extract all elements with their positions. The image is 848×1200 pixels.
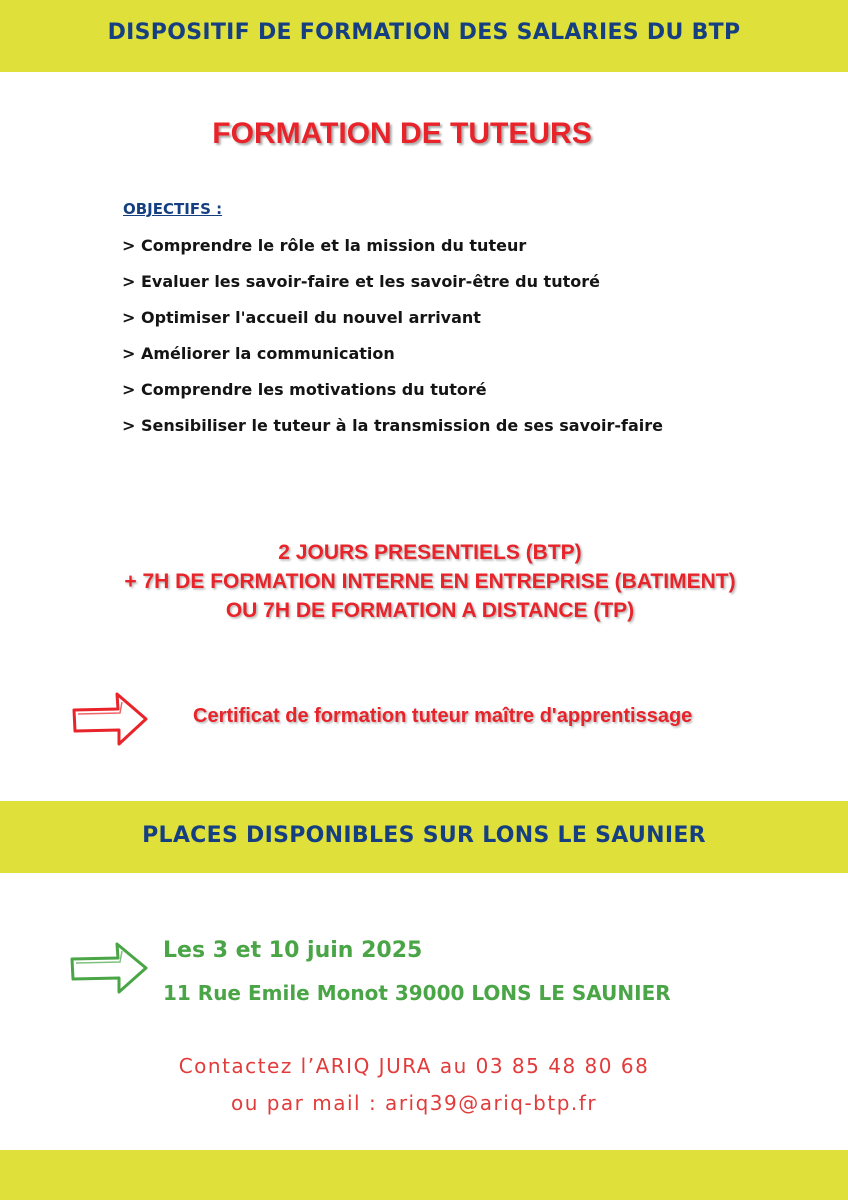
session-address: 11 Rue Emile Monot 39000 LONS LE SAUNIER: [163, 981, 671, 1005]
footer-banner: [0, 1150, 848, 1200]
duration-block: [0, 538, 848, 625]
header-banner-text: DISPOSITIF DE FORMATION DES SALARIES DU BTP: [107, 20, 741, 45]
page-title: FORMATION DE TUTEURS: [212, 117, 592, 150]
objective-item: > Evaluer les savoir-faire et les savoir-être du tutoré: [122, 272, 600, 291]
duration-line: 2 JOURS PRESENTIELS (BTP): [278, 541, 582, 564]
header-banner: [0, 0, 848, 72]
objective-item: > Sensibiliser le tuteur à la transmission de ses savoir-faire: [122, 416, 663, 435]
availability-banner-text: PLACES DISPONIBLES SUR LONS LE SAUNIER: [142, 823, 706, 848]
availability-banner: [0, 801, 848, 873]
contact-phone-line: Contactez l’ARIQ JURA au 03 85 48 80 68: [178, 1054, 650, 1078]
session-dates: Les 3 et 10 juin 2025: [163, 938, 423, 963]
contact-mail-line: ou par mail : ariq39@ariq-btp.fr: [230, 1091, 598, 1115]
arrow-right-icon: [70, 690, 150, 748]
objectives-heading: OBJECTIFS :: [123, 200, 223, 218]
duration-line: + 7H DE FORMATION INTERNE EN ENTREPRISE (BATIMENT): [124, 570, 736, 593]
objective-item: > Optimiser l'accueil du nouvel arrivant: [122, 308, 481, 327]
objective-item: > Comprendre les motivations du tutoré: [122, 380, 487, 399]
objective-item: > Améliorer la communication: [122, 344, 395, 363]
certificate-text: Certificat de formation tuteur maître d'apprentissage: [193, 705, 693, 727]
objective-item: > Comprendre le rôle et la mission du tuteur: [122, 236, 527, 255]
duration-line: OU 7H DE FORMATION A DISTANCE (TP): [225, 599, 635, 622]
arrow-right-icon: [68, 940, 150, 996]
objectives-list: [122, 235, 663, 451]
